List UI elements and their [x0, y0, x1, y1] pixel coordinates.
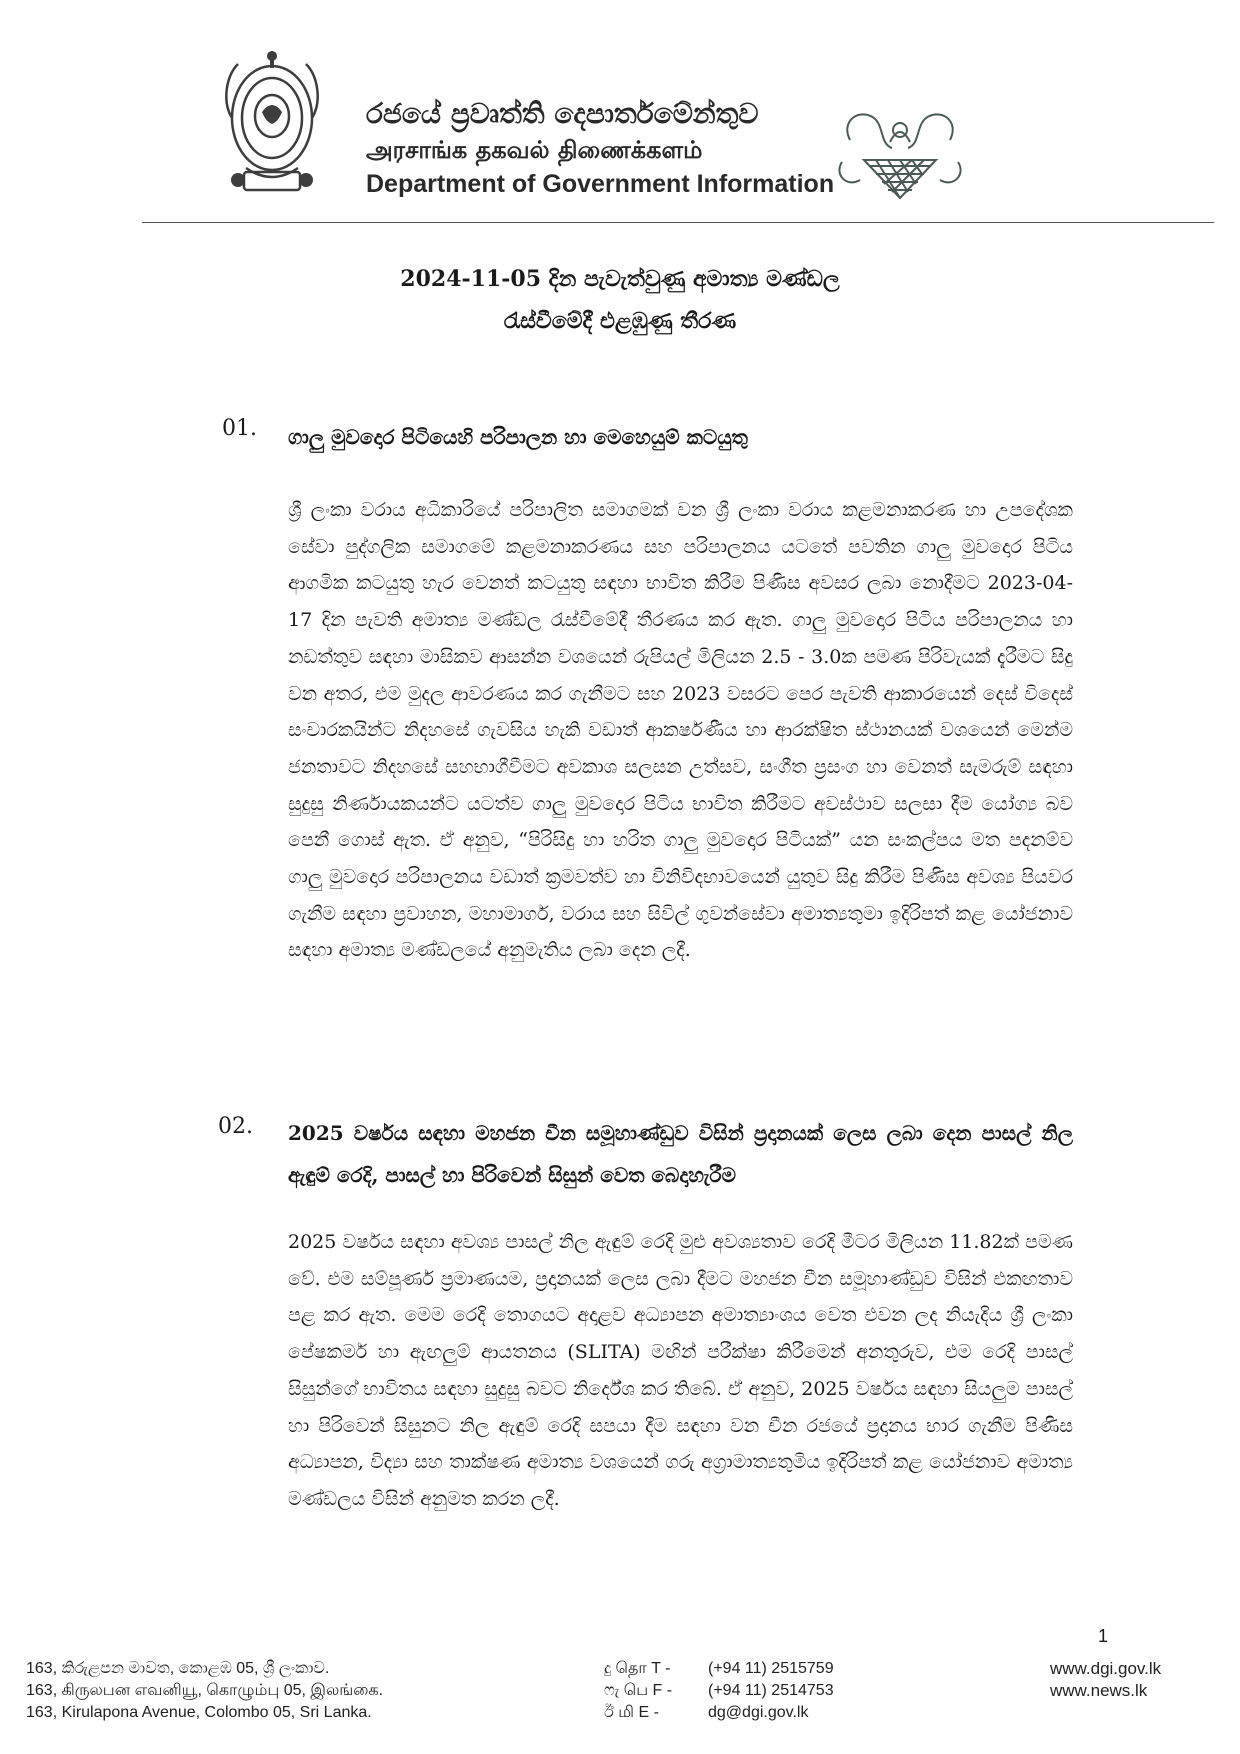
page-number: 1	[1098, 1626, 1109, 1646]
section-body: 2025 වර්ෂය සඳහා අවශ්‍ය පාසල් නිල ඇඳුම් රෙදි මුළු අවශ්‍යතාව රෙදි මීටර මිලියන 11.82ක් පමණ වේ. එම සම්පූර්ණ ප්‍රමාණයම, ප්‍රදානයක් ලෙස ලබා දීමට මහජන චීන සමූහාණ්ඩුව විසින් එකඟතාව පළ කර ඇත. මෙම රෙදි තොගයට අදාළව අධ්‍යාපන අමාත්‍යාංශය වෙත එවන ලද නියැදිය ශ්‍රී ලංකා පේෂකර්ම හා ඇඟලුම් ආයතනය (SLITA) මඟින් පරීක්ෂා කිරීමෙන් අනතුරුව, එම රෙදි පාසල් සිසුන්ගේ භාවිතය සඳහා සුදුසු බවට නිර්දේශ කර තිබේ. ඒ අනුව, 2025 වර්ෂය සඳහා සියලුම පාසල් හා පිරිවෙන් සිසුනට නිල ඇඳුම් රෙදි සපයා දීම සඳහා වන චීන රජයේ ප්‍රදානය භාර ගැනීම පිණිස අධ්‍යාපන, විද්‍යා සහ තාක්ෂණ අමාත්‍ය වශයෙන් ගරු අග්‍රාමාත්‍යතුමිය ඉදිරිපත් කළ යෝජනාව අමාත්‍ය මණ්ඩලය විසින් අනුමත කරන ලදී.	[288, 1231, 1073, 1510]
fax-number: (+94 11) 2514753	[708, 1682, 834, 1699]
header-divider	[142, 222, 1214, 223]
ornamental-swans-logo	[830, 100, 970, 208]
email-label: ඊ மி E -	[604, 1704, 659, 1721]
section-heading: ගාලු මුවදොර පිටියෙහි පරිපාලන හා මෙහෙයුම් කටයුතු	[288, 425, 748, 449]
address-tamil: 163, கிருலபன எவனியூ, கொழும்பு 05, இலங்கை.	[26, 1682, 384, 1699]
phone-label: දු தொ T -	[604, 1660, 671, 1677]
department-name-block	[366, 96, 834, 200]
department-name-tamil: அரசாங்க தகவல் திணைக்களம்	[366, 136, 703, 164]
section-heading	[288, 1112, 1073, 1196]
address-english: 163, Kirulapona Avenue, Colombo 05, Sri Lanka.	[26, 1704, 372, 1721]
section-body: ශ්‍රී ලංකා වරාය අධිකාරියේ පරිපාලිත සමාගමක් වන ශ්‍රී ලංකා වරාය කළමනාකරණ හා උපදේශක සේවා පුද්ගලික සමාගමේ කළමනාකරණය සහ පරිපාලනය යටතේ පවතින ගාලු මුවදොර පිටිය ආගමික කටයුතු හැර වෙනත් කටයුතු සඳහා භාවිත කිරීම පිණිස අවසර ලබා නොදීමට 2023-04-17 දින පැවති අමාත්‍ය මණ්ඩල රැස්වීමේදී තීරණය කර ඇත. ගාලු මුවදොර පිටිය පරිපාලනය හා නඩත්තුව සඳහා මාසිකව ආසන්න වශයෙන් රුපියල් මිලියන 2.5 - 3.0ක පමණ පිරිවැයක් දැරීමට සිදු වන අතර, එම මුදල ආවරණය කර ගැනීමට සහ 2023 වසරට පෙර පැවති ආකාරයෙන් දෙස් විදෙස් සංචාරකයින්ට නිදහසේ ගැවසිය හැකි වඩාත් ආකර්ෂණීය හා ආරක්ෂිත ස්ථානයක් වශයෙන් මෙන්ම ජනතාවට නිදහසේ සහභාගීවීමට අවකාශ සලසන උත්සව, සංගීත ප්‍රසංග හා වෙනත් සැමරුම් සඳහා සුදුසු නිර්ණායකයන්ට යටත්ව ගාලු මුවදොර පිටිය භාවිත කිරීමට අවස්ථාව සලසා දීම යෝග්‍ය බව පෙනී ගොස් ඇත. ඒ අනුව, “පිරිසිදු හා හරිත ගාලු මුවදොර පිටියක්” යන සංකල්පය මත පදනම්ව ගාලු මුවදොර පරිපාලනය වඩාත් ක්‍රමවත්ව හා විනිවිදභාවයෙන් යුතුව සිදු කිරීම පිණිස අවශ්‍ය පියවර ගැනීම සඳහා ප්‍රවාහන, මහාමාර්ග, වරාය සහ සිවිල් ගුවන්සේවා අමාත්‍යතුමා ඉදිරිපත් කළ යෝජනාව සඳහා අමාත්‍ය මණ්ඩලයේ අනුමැතිය ලබා දෙන ලදී.	[288, 499, 1073, 962]
state-emblem-logo	[218, 46, 326, 198]
department-name-sinhala: රජයේ ප්‍රවෘත්ති දෙපාර්තමේන්තුව	[366, 97, 759, 130]
email-link[interactable]: dg@dgi.gov.lk	[708, 1704, 809, 1721]
title-line-2: රැස්වීමේදී එළඹුණු තීරණ	[503, 308, 737, 334]
website-news-link[interactable]: www.news.lk	[1050, 1681, 1148, 1700]
section-heading-year: 2025	[288, 1121, 344, 1145]
email-row	[604, 1702, 834, 1724]
section-number: 02.	[218, 1114, 253, 1139]
address-sinhala: 163, කිරුළපන මාවත, කොළඹ 05, ශ්‍රී ලංකාව.	[26, 1660, 330, 1677]
fax-label: ෆැ பெ F -	[604, 1682, 673, 1699]
fax-row	[604, 1680, 834, 1702]
footer-websites	[1050, 1658, 1161, 1702]
website-dgi-link[interactable]: www.dgi.gov.lk	[1050, 1659, 1162, 1678]
section-heading-text: වර්ෂය සඳහා මහජන චීන සමූහාණ්ඩුව විසින් ප්‍රදානයක් ලෙස ලබා දෙන පාසල් නිල ඇඳුම් රෙදි, පාසල් හා පිරිවෙන් සිසුන් වෙත බෙදාහැරීම	[288, 1121, 1073, 1187]
title-line-1: 2024-11-05 දින පැවැත්වුණු අමාත්‍ය මණ්ඩල	[400, 266, 840, 292]
footer-address	[26, 1658, 383, 1724]
phone-row	[604, 1658, 834, 1680]
footer-contacts	[604, 1658, 834, 1724]
document-title	[0, 258, 1240, 342]
section-number: 01.	[222, 416, 257, 441]
phone-number: (+94 11) 2515759	[708, 1660, 834, 1677]
department-name-english: Department of Government Information	[366, 170, 835, 198]
